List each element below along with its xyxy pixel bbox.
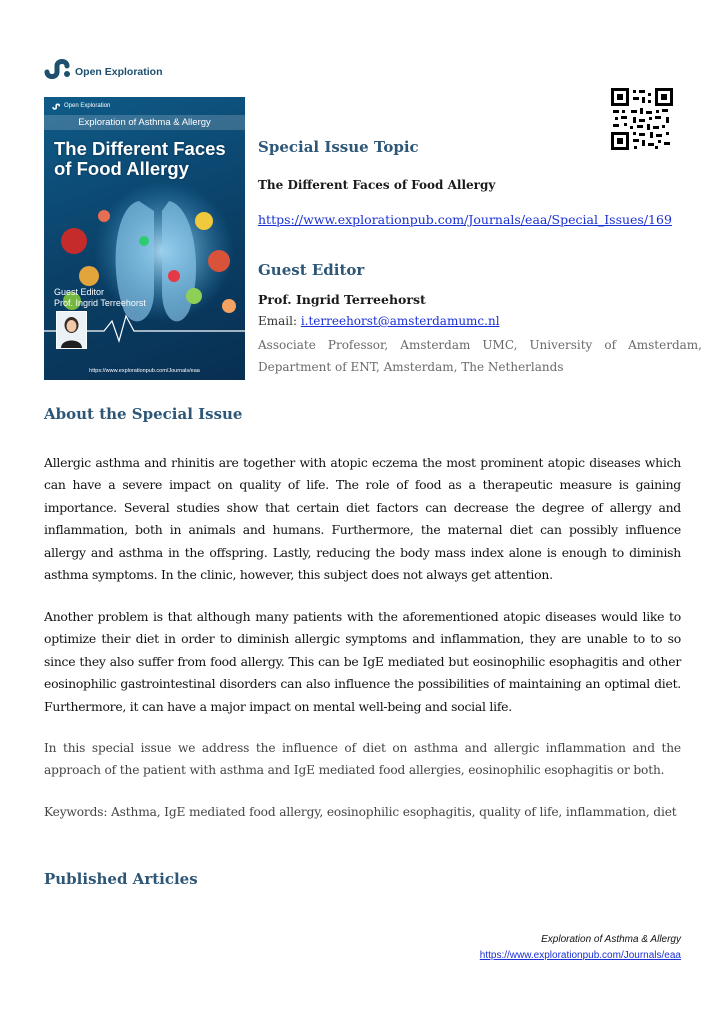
cover-publisher bbox=[52, 102, 110, 110]
cover-title-line2: of Food Allergy bbox=[54, 158, 189, 179]
email-label: Email: bbox=[258, 314, 301, 328]
guest-editor-name: Prof. Ingrid Terreehorst bbox=[258, 292, 426, 307]
cover-publisher-text: Open Exploration bbox=[64, 103, 111, 109]
about-paragraph-3: In this special issue we address the influence of diet on asthma and allergic inflammation and the approach of the patient with asthma and IgE mediated food allergies, eosinophilic esophagitis or both. bbox=[44, 741, 681, 778]
footer-journal-link[interactable]: https://www.explorationpub.com/Journals/eaa bbox=[479, 950, 681, 961]
footer-journal-name: Exploration of Asthma & Allergy bbox=[541, 934, 681, 945]
keywords: Keywords: Asthma, IgE mediated food allergy, eosinophilic esophagitis, quality of life, inflammation, diet bbox=[44, 805, 677, 819]
cover-guest-editor-label: Guest Editor bbox=[54, 287, 105, 297]
about-paragraph-1: Allergic asthma and rhinitis are together with atopic eczema the most prominent atopic diseases which can have a severe impact on quality of life. The role of food as a therapeutic measure is gaining importance. Several studies show that certain diet factors can decrease the degree of allergy and inflammation, both in animals and humans. Furthermore, the maternal diet can possibly influence allergy and asthma in the offspring. Lastly, reducing the body mass index alone is enough to diminish asthma symptoms. In the clinic, however, this subject does not always get attention. bbox=[44, 455, 681, 583]
guest-editor-email-link[interactable]: i.terreehorst@amsterdamumc.nl bbox=[300, 314, 500, 328]
open-exploration-logo-icon bbox=[44, 54, 72, 80]
publisher-logo bbox=[44, 54, 163, 80]
guest-editor-heading: Guest Editor bbox=[258, 261, 365, 279]
about-heading: About the Special Issue bbox=[44, 405, 243, 423]
cover-title bbox=[54, 139, 239, 179]
published-articles-heading: Published Articles bbox=[44, 870, 198, 888]
qr-code-icon bbox=[611, 88, 673, 150]
special-issue-cover bbox=[44, 97, 245, 380]
special-issue-title: The Different Faces of Food Allergy bbox=[258, 178, 496, 192]
guest-editor-email-line bbox=[258, 314, 500, 328]
cover-journal-name: Exploration of Asthma & Allergy bbox=[44, 115, 245, 130]
cover-guest-editor-name: Prof. Ingrid Terreehorst bbox=[54, 298, 146, 308]
logo-text: Open Exploration bbox=[75, 66, 163, 78]
guest-editor-affiliation: Associate Professor, Amsterdam UMC, University of Amsterdam, Department of ENT, Amsterdam, The Netherlands bbox=[258, 338, 702, 374]
about-paragraph-2: Another problem is that although many patients with the aforementioned atopic diseases would like to optimize their diet in order to diminish allergic symptoms and inflammation, they are unable to to so since they also suffer from food allergy. This can be IgE mediated but eosinophilic esophagitis and other eosinophilic gastrointestinal disorders can also influence the possibilities of maintaining an optimal diet. Furthermore, it can have a major impact on mental well-being and social life. bbox=[44, 609, 681, 714]
cover-title-line1: The Different Faces bbox=[54, 138, 226, 159]
special-issue-link[interactable]: https://www.explorationpub.com/Journals/eaa/Special_Issues/169 bbox=[258, 212, 672, 227]
special-issue-topic-heading: Special Issue Topic bbox=[258, 138, 419, 156]
person-icon bbox=[57, 312, 86, 348]
cover-url: https://www.explorationpub.com/Journals/eaa bbox=[89, 368, 200, 374]
open-exploration-logo-icon bbox=[52, 102, 61, 110]
guest-editor-photo bbox=[56, 311, 87, 349]
